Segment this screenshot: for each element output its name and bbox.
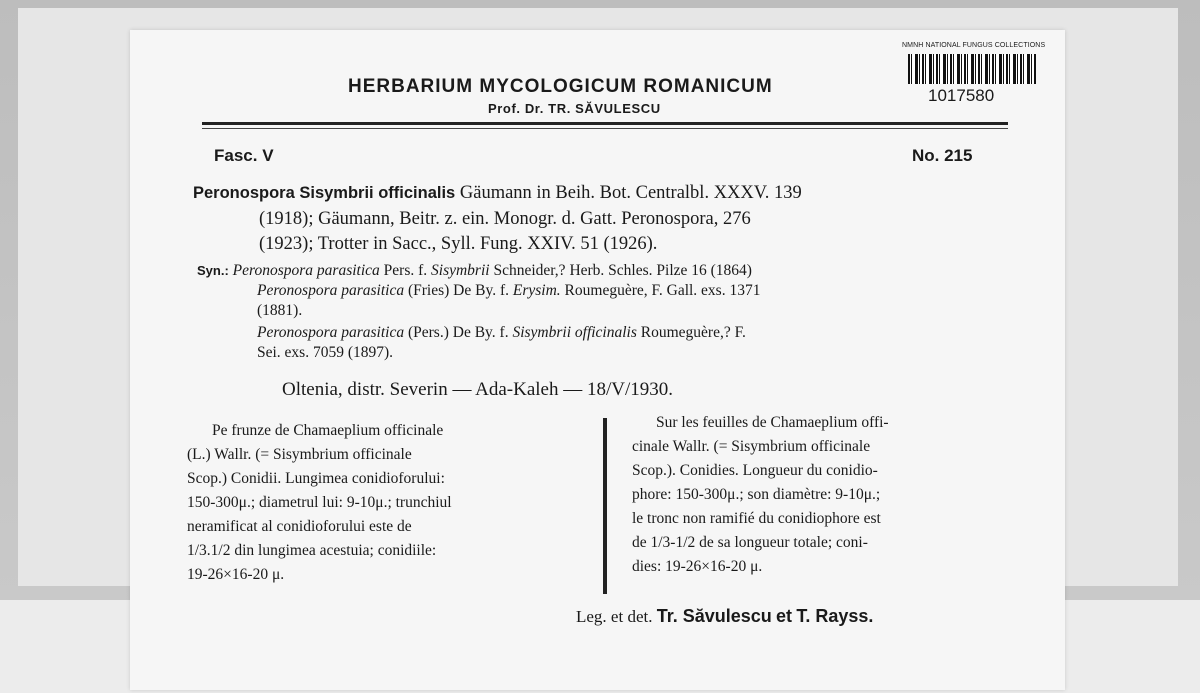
label-subtitle: Prof. Dr. TR. SĂVULESCU [488, 101, 661, 116]
barcode-sticker [902, 40, 1046, 110]
synonym-3-cont: Sei. exs. 7059 (1897). [257, 344, 394, 361]
description-fr-line: le tronc non ramifié du conidiophore est [632, 510, 881, 527]
citation-line: Gäumann in Beih. Bot. Centralbl. XXXV. 139 [459, 183, 802, 203]
leg-det [576, 606, 873, 627]
description-fr-line: Scop.). Conidies. Longueur du conidio- [632, 462, 878, 479]
species-name: Peronospora Sisymbrii officinalis [193, 184, 456, 202]
description-fr-line: Sur les feuilles de Chamaeplium offi- [656, 414, 889, 431]
synonym-name: Peronospora parasitica [232, 262, 380, 279]
column-divider [603, 418, 607, 594]
synonym-text: Pers. f. [383, 262, 428, 279]
description-ro-line: 19-26×16-20 μ. [187, 566, 285, 583]
label-title: HERBARIUM MYCOLOGICUM ROMANICUM [348, 76, 773, 97]
collector-name: Tr. Săvulescu [656, 606, 772, 626]
synonym-text: Roumeguère, F. Gall. exs. 1371 [564, 282, 761, 299]
description-ro-line: 150-300μ.; diametrul lui: 9-10μ.; trunchiul [187, 494, 452, 511]
fascicle: Fasc. V [214, 146, 274, 165]
synonym-form: Erysim. [512, 282, 561, 299]
description-ro-line: neramificat al conidioforului este de [187, 518, 412, 535]
description-ro-line: Pe frunze de Chamaeplium officinale [212, 422, 444, 439]
synonym-form: Sisymbrii [431, 262, 490, 279]
title-rule [202, 122, 1008, 125]
barcode-caption: NMNH NATIONAL FUNGUS COLLECTIONS [902, 42, 1046, 49]
leg-det-prefix: Leg. et det. [576, 607, 653, 626]
description-fr-line: cinale Wallr. (= Sisymbrium officinale [632, 438, 871, 455]
synonym-form: Sisymbrii officinalis [512, 324, 637, 341]
citation-line: (1923); Trotter in Sacc., Syll. Fung. XXIV. 51 (1926). [259, 234, 658, 254]
synonym-2 [257, 282, 760, 300]
synonym-1 [197, 262, 752, 280]
synonym-text: (Pers.) De By. f. [407, 324, 509, 341]
barcode-number: 1017580 [928, 86, 995, 105]
description-ro-line: 1/3.1/2 din lungimea acestuia; conidiile: [187, 542, 437, 559]
synonym-label: Syn.: [197, 263, 229, 278]
description-fr-line: phore: 150-300μ.; son diamètre: 9-10μ.; [632, 486, 881, 503]
collector-name: T. Rayss. [796, 606, 874, 626]
description-ro-line: (L.) Wallr. (= Sisymbrium officinale [187, 446, 412, 463]
species-line-1 [193, 183, 802, 204]
description-fr-line: de 1/3-1/2 de sa longueur totale; coni- [632, 534, 868, 551]
description-ro-line: Scop.) Conidii. Lungimea conidioforului: [187, 470, 445, 487]
barcode-icon [908, 54, 1036, 84]
synonym-name: Peronospora parasitica [257, 324, 405, 341]
synonym-text: Roumeguère,? F. [640, 324, 746, 341]
leg-det-conj: et [776, 606, 793, 626]
citation-line: (1918); Gäumann, Beitr. z. ein. Monogr. d. Gatt. Peronospora, 276 [259, 209, 751, 229]
synonym-2-cont: (1881). [257, 302, 303, 319]
title-rule-thin [202, 128, 1008, 129]
description-fr-line: dies: 19-26×16-20 μ. [632, 558, 763, 575]
synonym-text: Schneider,? Herb. Schles. Pilze 16 (1864) [493, 262, 752, 279]
synonym-name: Peronospora parasitica [257, 282, 405, 299]
synonym-3 [257, 324, 746, 342]
specimen-number: No. 215 [912, 146, 973, 165]
synonym-text: (Fries) De By. f. [407, 282, 509, 299]
locality: Oltenia, distr. Severin — Ada-Kaleh — 18/V/1930. [282, 379, 674, 400]
